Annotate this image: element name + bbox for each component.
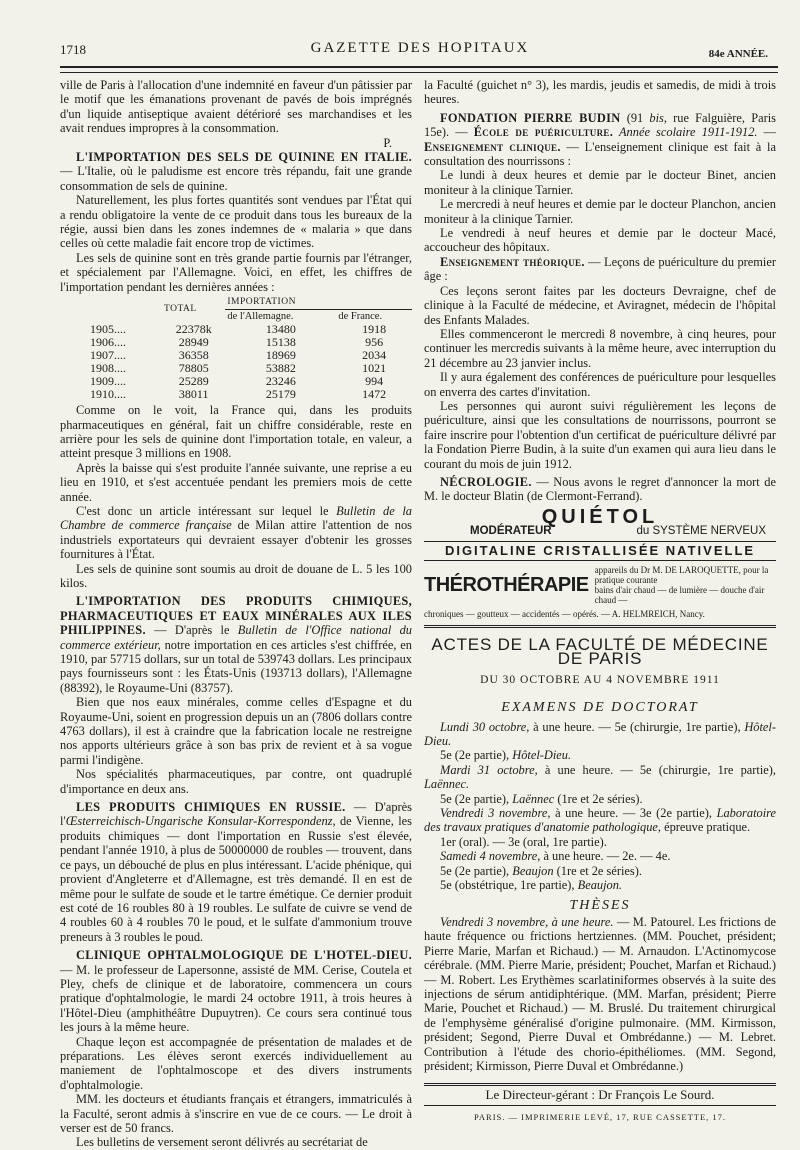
- total-cell: 25289: [178, 374, 209, 389]
- page-header: [60, 38, 780, 58]
- year-cell: 1906....: [90, 335, 126, 350]
- allemagne-cell: 13480: [265, 322, 296, 337]
- ad-therotherapie: [424, 565, 776, 605]
- section-heading: Enseignement théorique.: [440, 254, 585, 269]
- text: 5e (2e partie),: [440, 863, 513, 878]
- allemagne-cell: 18969: [265, 348, 296, 363]
- paragraph: Ces leçons seront faites par les docteurs Devraigne, chef de clinique à la Faculté de médecine, et Aviragnet, médecin de l'hôpital des Enfants Malades.: [424, 283, 776, 327]
- exam-entry: [424, 849, 776, 863]
- paragraph: la Faculté (guichet n° 3), les mardis, jeudis et samedis, de midi à trois heures.: [424, 78, 776, 107]
- france-cell: 1918: [362, 322, 387, 337]
- text-italic: Mardi 31 octobre,: [440, 762, 538, 777]
- text: —: [757, 125, 776, 140]
- text: de Vienne, les produits chimiques — dont l'importation en Russie s'est élevée, pendant l'année 1910, à plus de 50000000 de roubles — trouvent, dans ce pays, un débouché de plus en plus intéressant. L'acide phénique, qui provient d'Angleterre et d'Allemagne, est très demandé. Il en est de même pour le sulfate de soude et le tartre émétique. Ce dernier produit est coté de 16 roubles 80 à 19 roubles. Le sulfate de cuivre se vend de 4 roubles 60 à 4 roubles 70 le poud, et le sulfate d'ammonium trouve preneurs à 3 roubles le poud.: [60, 814, 412, 944]
- paragraph: [424, 475, 776, 504]
- exam-entry: [424, 878, 776, 892]
- text-smallcaps: École de puériculture.: [473, 125, 614, 140]
- text: à une heure. — 5e (chirurgie, 1re partie),: [537, 762, 776, 777]
- text-italic: Bulletin de la Chambre de commerce française: [60, 503, 412, 533]
- text-italic: Hôtel-Dieu.: [424, 719, 776, 749]
- text: — Leçons de puériculture du premier âge :: [424, 254, 776, 284]
- section-heading: NÉCROLOGIE.: [440, 474, 532, 489]
- paragraph: [60, 504, 412, 562]
- total-cell: 38011: [178, 387, 209, 402]
- text: à une heure. — 3e (2e partie),: [550, 806, 717, 821]
- paragraph: [60, 150, 412, 193]
- header-rule: [60, 66, 778, 68]
- paragraph: Le lundi à deux heures et demie par le docteur Binet, ancien moniteur à la clinique Tarnier.: [424, 168, 776, 197]
- director-line: Le Directeur-gérant : Dr François Le Sourd.: [424, 1083, 776, 1105]
- text-italic: Année scolaire 1911-1912.: [613, 125, 758, 140]
- ad-thero-line: chroniques — goutteux — accidentés — opérés. — A. HELMREICH, Nancy.: [424, 609, 705, 619]
- france-cell: 956: [365, 335, 384, 350]
- text: , rue Falguière, Paris 15e). —: [424, 110, 776, 140]
- text-italic: Laboratoire des travaux pratiques d'anatomie pathologique,: [424, 806, 777, 835]
- ad-thero-text: [595, 565, 776, 605]
- text-italic: Œsterreichisch-Ungarische Konsular-Korrespondenz,: [65, 814, 336, 829]
- paragraph: Les sels de quinine sont en très grande partie fournis par l'étranger, et spécialement par l'Allemagne. Voici, en effet, les chiffres de l'importation pendant les dernières années :: [60, 250, 412, 294]
- text: — M. Patourel. Les frictions de haute fréquence ou frictions hertziennes. (MM. Pouchet, président; Pierre Marie, Marfan et Richaud.) — M. Arnaudon. L'Actinomycose cérébrale. (MM. Pierre Marie, président; Pouchet, Marfan et Richaud.) — M. Robert. Les Erythèmes scarlatiniformes observés à la suite des injections de sérum antidiphtérique. (MM. Marfan, président; Pierre Marie, Pouchet et Richaud.) — M. Bruslé. Du traitement chirurgical de l'emphysème généralisé d'origine pulmonaire. (MM. Kirmisson, président; Segond, Pierre Duval et Ombrédanne.) — M. Lebret. Contribution à l'étude des chorio-épithéliomes. (MM. Segond, président; Kirmisson, Pierre Duval et Ombrédanne.): [424, 914, 776, 1073]
- text: — D'après le: [145, 623, 238, 638]
- printer-line: PARIS. — IMPRIMERIE LEVÉ, 17, RUE CASSETTE, 17.: [473, 1111, 727, 1122]
- paragraph: Le mercredi à neuf heures et demie par le docteur Planchon, ancien moniteur à la clinique Tarnier.: [424, 197, 776, 226]
- theses-entry: [424, 915, 776, 1073]
- page-number: 1718: [60, 42, 86, 57]
- text-italic: Laënnec.: [424, 777, 470, 792]
- france-cell: 994: [365, 374, 384, 389]
- text: notre importation en ces articles s'est chiffrée, en 1910, par 57715 dollars, sur un total de 539743 dollars. Les principaux pays fournisseurs sont : les États-Unis (193713 dollars), l'Allemagne (88392), le Royaume-Uni (83757).: [60, 637, 412, 695]
- year-cell: 1905....: [90, 322, 126, 337]
- exam-entry: 1er (oral). — 3e (oral, 1re partie).: [440, 834, 607, 849]
- exam-entry: [424, 806, 776, 835]
- france-cell: 1472: [362, 387, 387, 402]
- france-cell: 2034: [362, 348, 387, 363]
- paragraph: Chaque leçon est accompagnée de présentation de malades et de préparations. Les élèves seront exercés individuellement au maniement de l'ophtalmoscope et des divers instruments d'ophtalmologie.: [60, 1034, 412, 1092]
- text: (91: [620, 110, 650, 125]
- exam-entry: [424, 763, 776, 792]
- allemagne-cell: 25179: [265, 387, 296, 402]
- section-heading: FONDATION PIERRE BUDIN: [440, 110, 621, 125]
- text: de Milan attire l'attention de nos industriels exportateurs qui devraient essayer d'obtenir les grosses fournitures à l'État.: [60, 518, 412, 562]
- right-column: [424, 78, 776, 1124]
- text: à une heure. — 5e (chirurgie, 1re partie),: [529, 719, 745, 734]
- col-france: de France.: [338, 311, 383, 323]
- paragraph: Il y aura également des conférences de puériculture pour lesquelles on enverra des cartes d'invitation.: [424, 370, 776, 399]
- text: 5e (2e partie),: [440, 791, 513, 806]
- text-italic: Hôtel-Dieu.: [512, 748, 572, 763]
- import-table: [60, 296, 412, 401]
- year-cell: 1909....: [90, 374, 126, 389]
- text: C'est donc un article intéressant sur lequel le: [76, 503, 337, 518]
- text: — Nous avons le regret d'annoncer la mort de M. le docteur Blatin (de Clermont-Ferrand).: [424, 474, 776, 504]
- paragraph: Bien que nos eaux minérales, comme celles d'Espagne et du Royaume-Uni, soient en progression depuis un an (7806 dollars contre 4763 dollars), il est à craindre que la fabrication locale ne restreigne nos apports ultérieurs grâce à son bas prix de revient et à sa vogue parmi l'indigène.: [60, 695, 412, 767]
- advertisement: [424, 505, 776, 619]
- paragraph: Les sels de quinine sont soumis au droit de douane de L. 5 les 100 kilos.: [60, 561, 412, 590]
- ad-text: bains d'air chaud — de lumière — douche d'air chaud —: [594, 585, 765, 605]
- paragraph: Après la baisse qui s'est produite l'année suivante, une reprise a eu lieu en 1910, et s'est accentuée pendant les premiers mois de cette année.: [60, 460, 412, 504]
- col-allemagne: de l'Allemagne.: [227, 311, 294, 323]
- section-heading: L'IMPORTATION DES PRODUITS CHIMIQUES, PHARMACEUTIQUES ET EAUX MINÉRALES AUX ILES PHILIPPINES.: [60, 594, 412, 638]
- text-italic: bis: [649, 110, 664, 125]
- paragraph: ville de Paris à l'allocation d'une indemnité en faveur d'un pâtissier par le motif que les émanations provenant de pavés de bois imprégnés d'un liquide antiseptique avaient détérioré ses marchandises et les avait rendues impropres à la consommation.: [60, 78, 412, 136]
- total-cell: 28949: [178, 335, 209, 350]
- year-cell: 1910....: [90, 387, 126, 402]
- paragraph: [60, 594, 412, 695]
- ad-text: appareils du Dr M. DE LAROQUETTE, pour la pratique courante: [594, 565, 769, 585]
- year-label: 84e ANNÉE.: [708, 48, 768, 60]
- allemagne-cell: 15138: [265, 335, 296, 350]
- section-heading: CLINIQUE OPHTALMOLOGIQUE DE L'HOTEL-DIEU.: [76, 948, 412, 963]
- text: 5e (obstétrique, 1re partie),: [440, 878, 578, 893]
- text-italic: Vendredi 3 novembre, à une heure.: [440, 914, 614, 929]
- paragraph: Nos spécialités pharmaceutiques, par contre, ont quadruplé d'importance en deux ans.: [60, 767, 412, 796]
- text-italic: Beaujon.: [577, 878, 623, 893]
- ad-digitaline: DIGITALINE CRISTALLISÉE NATIVELLE: [424, 541, 776, 561]
- text: épreuve pratique.: [661, 820, 751, 835]
- paragraph: [424, 111, 776, 169]
- ad-text: MODÉRATEUR: [470, 525, 552, 538]
- year-cell: 1907....: [90, 348, 126, 363]
- text: (1re et 2e séries).: [554, 791, 643, 806]
- total-cell: 78805: [178, 361, 209, 376]
- exam-entry: [424, 792, 776, 806]
- text-italic: Samedi 4 novembre,: [440, 849, 541, 864]
- paragraph: Naturellement, les plus fortes quantités sont vendues par l'État qui a rendu obligatoire la vente de ce produit dans tous les bureaux de la régie, aussi bien dans les zones indemnes de « malaria » que dans celles où cette maladie fait encore trop de victimes.: [60, 193, 412, 251]
- text: à une heure. — 2e. — 4e.: [540, 849, 671, 864]
- paragraph: Comme on le voit, la France qui, dans les produits pharmaceutiques en général, fait un chiffre considérable, reste en arrière pour les sels de quinine dont l'importation totale, en valeur, a atteint presque 3 millions en 1908.: [60, 403, 412, 461]
- actes-title: ACTES DE LA FACULTÉ DE MÉDECINE DE PARIS: [431, 635, 769, 669]
- divider: [424, 625, 776, 628]
- text-italic: Lundi 30 octobre,: [440, 719, 530, 734]
- header-rule-thin: [60, 72, 778, 73]
- france-cell: 1021: [362, 361, 387, 376]
- year-cell: 1908....: [90, 361, 126, 376]
- paragraph: [424, 255, 776, 284]
- signature: P.: [383, 135, 392, 150]
- section-heading: LES PRODUITS CHIMIQUES EN RUSSIE.: [76, 800, 346, 815]
- text: (1re et 2e séries).: [553, 863, 642, 878]
- journal-title: GAZETTE DES HOPITAUX: [310, 40, 530, 56]
- exam-entry: [424, 864, 776, 878]
- allemagne-cell: 53882: [265, 361, 296, 376]
- text: — D'après l': [60, 800, 412, 829]
- text: — L'enseignement clinique est fait à la consultation des nourrissons :: [424, 139, 776, 169]
- text: 5e (2e partie),: [440, 748, 513, 763]
- col-importation: IMPORTATION: [225, 296, 412, 310]
- text: — L'Italie, où le paludisme est encore très répandu, fait une grande consommation de sels de quinine.: [60, 164, 412, 193]
- total-cell: 22378k: [175, 322, 212, 337]
- paragraph: Les bulletins de versement seront délivrés au secrétariat de: [76, 1135, 368, 1150]
- theses-title: THÈSES: [569, 897, 631, 913]
- text-italic: Bulletin de l'Office national du commerce extérieur,: [60, 623, 412, 652]
- total-cell: 36358: [178, 348, 209, 363]
- examens-title: EXAMENS DE DOCTORAT: [501, 700, 699, 716]
- paragraph: Le vendredi à neuf heures et demie par le docteur Macé, accoucheur des hôpitaux.: [424, 226, 776, 255]
- paragraph: Elles commenceront le mercredi 8 novembre, à cinq heures, pour continuer les mercredis suivants à la même heure, avec interruption du 21 décembre au 23 janvier inclus.: [424, 326, 776, 370]
- ad-text: du SYSTÈME NERVEUX: [636, 525, 766, 538]
- actes-subtitle: DU 30 OCTOBRE AU 4 NOVEMBRE 1911: [480, 673, 720, 686]
- text-smallcaps: Enseignement clinique.: [424, 139, 561, 154]
- col-total: TOTAL: [164, 304, 197, 315]
- ad-thero-title: THÉROTHÉRAPIE: [424, 574, 589, 596]
- text-italic: Vendredi 3 novembre,: [440, 806, 551, 821]
- allemagne-cell: 23246: [265, 374, 296, 389]
- exam-entry: [424, 720, 776, 749]
- ad-quietol: QUIÉTOL: [541, 505, 659, 528]
- text-italic: Beaujon: [512, 863, 554, 878]
- paragraph: [60, 800, 412, 944]
- text-italic: Laënnec: [512, 791, 555, 806]
- table-row: [60, 388, 412, 401]
- paragraph: Les personnes qui auront suivi régulièrement les leçons de puériculture, ainsi que les consultations de nourrissons, pourront se faire inscrire pour l'obtention d'un certificat de puériculture délivré par la Fondation Pierre Budin, à la suite d'un examen qui aura lieu dans le courant du mois de juin 1912.: [424, 398, 776, 471]
- exam-entry: [424, 748, 776, 762]
- paragraph: [60, 948, 412, 1034]
- paragraph: MM. les docteurs et étudiants français et étrangers, immatriculés à la Faculté, seront admis à s'inscrire en vue de ce cours. — Le droit à verser est de 50 francs.: [60, 1092, 412, 1135]
- text: — M. le professeur de Lapersonne, assisté de MM. Cerise, Coutela et Pley, chefs de clinique et de laboratoire, commencera un cours pratique d'ophtalmologie, le mardi 24 octobre 1911, à trois heures à l'Hôtel-Dieu (amphithéâtre Dupuytren). Ce cours sera continué tous les jours à la même heure.: [60, 962, 412, 1035]
- left-column: [60, 78, 412, 1150]
- section-heading: L'IMPORTATION DES SELS DE QUININE EN ITALIE.: [76, 150, 412, 165]
